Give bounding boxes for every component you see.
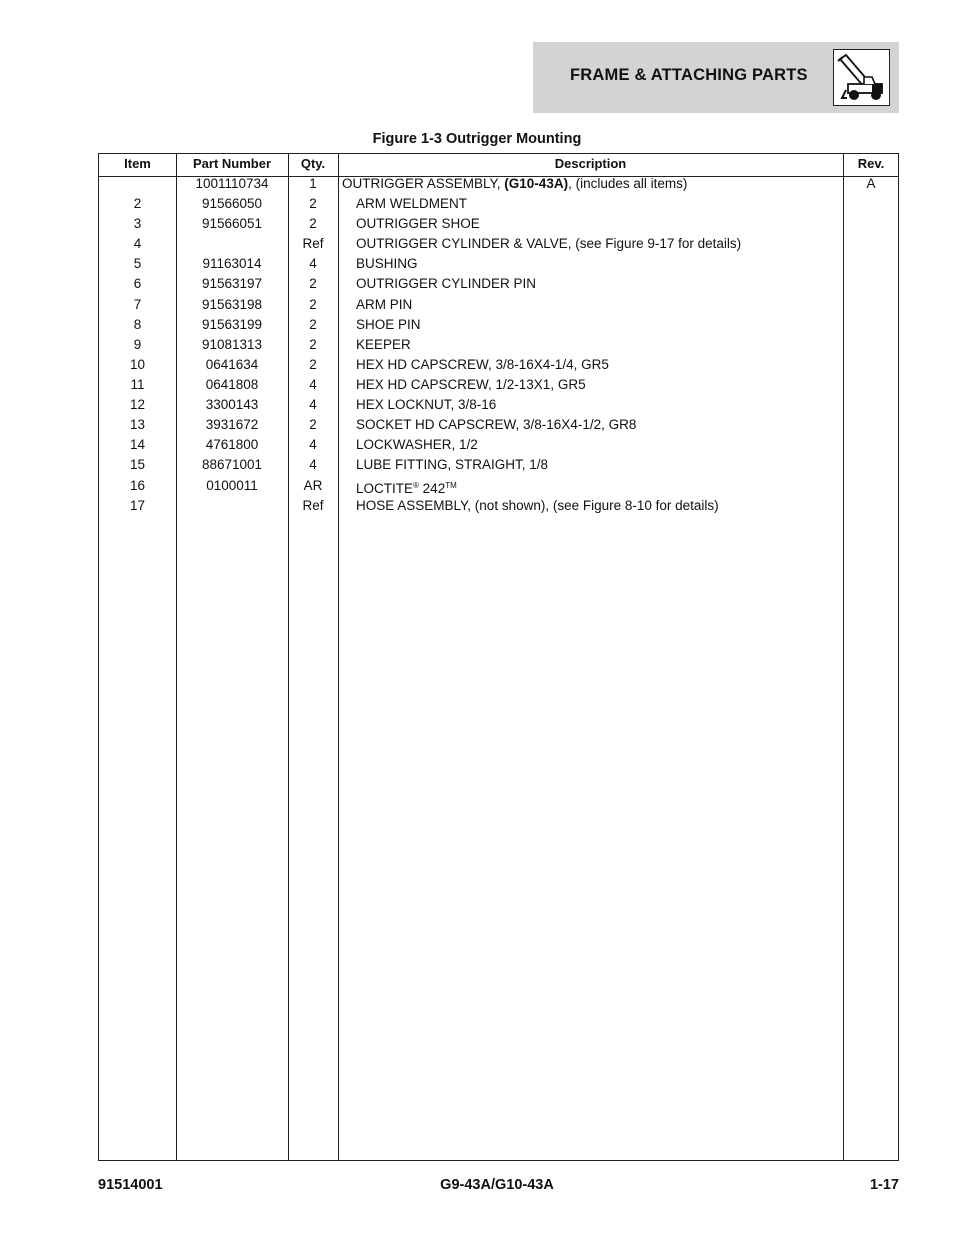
part-number: 3931672 <box>205 417 259 432</box>
footer-model: G9-43A/G10-43A <box>440 1177 554 1193</box>
description: OUTRIGGER ASSEMBLY, (G10-43A), (includes all items) <box>342 176 688 191</box>
table-row <box>99 214 900 234</box>
description: SOCKET HD CAPSCREW, 3/8-16X4-1/2, GR8 <box>356 417 637 432</box>
table-row <box>99 435 900 455</box>
description: LOCKWASHER, 1/2 <box>356 437 478 452</box>
table-row <box>99 254 900 274</box>
table-row <box>99 295 900 315</box>
column-header-qty: Qty. <box>300 156 326 171</box>
description: SHOE PIN <box>356 317 421 332</box>
description: HEX LOCKNUT, 3/8-16 <box>356 397 497 412</box>
item-number: 2 <box>133 196 142 211</box>
item-number: 6 <box>133 276 142 291</box>
table-row <box>99 496 900 516</box>
item-number: 13 <box>129 417 146 432</box>
quantity: 2 <box>309 196 317 211</box>
quantity: 2 <box>309 216 317 231</box>
description: OUTRIGGER SHOE <box>356 216 480 231</box>
quantity: 2 <box>309 337 317 352</box>
item-number: 14 <box>129 437 146 452</box>
part-number: 1001110734 <box>195 176 269 191</box>
table-row <box>99 315 900 335</box>
item-number: 5 <box>133 256 142 271</box>
table-row <box>99 355 900 375</box>
table-row <box>99 455 900 475</box>
table-row <box>99 375 900 395</box>
part-number: 91563197 <box>201 276 263 291</box>
table-row <box>99 174 900 194</box>
item-number: 16 <box>129 478 146 493</box>
quantity: AR <box>303 478 323 493</box>
quantity: 4 <box>309 256 317 271</box>
quantity: Ref <box>302 498 324 513</box>
part-number: 0100011 <box>206 478 258 493</box>
column-header-description: Description <box>554 156 627 171</box>
part-number: 91081313 <box>201 337 263 352</box>
quantity: 4 <box>309 397 317 412</box>
quantity: 4 <box>309 437 317 452</box>
quantity: 4 <box>309 457 317 472</box>
column-header-item: Item <box>124 156 151 171</box>
table-row <box>99 194 900 214</box>
quantity: 1 <box>309 176 317 191</box>
quantity: 2 <box>309 276 317 291</box>
item-number: 11 <box>130 377 145 392</box>
description: ARM PIN <box>356 297 413 312</box>
part-number: 91563199 <box>201 317 263 332</box>
description: KEEPER <box>356 337 411 352</box>
parts-table <box>98 153 899 1161</box>
item-number: 9 <box>133 337 142 352</box>
description: HEX HD CAPSCREW, 3/8-16X4-1/4, GR5 <box>356 357 609 372</box>
description: LOCTITE® 242™ <box>356 481 457 496</box>
quantity: 2 <box>309 297 317 312</box>
part-number: 88671001 <box>201 457 263 472</box>
column-header-part-number: Part Number <box>192 156 272 171</box>
item-number: 10 <box>129 357 146 372</box>
item-number: 4 <box>133 236 142 251</box>
table-row <box>99 415 900 435</box>
item-number: 15 <box>129 457 146 472</box>
part-number: 91163014 <box>202 256 262 271</box>
description: LUBE FITTING, STRAIGHT, 1/8 <box>356 457 549 472</box>
description: ARM WELDMENT <box>356 196 467 211</box>
description: HOSE ASSEMBLY, (not shown), (see Figure 8-10 for details) <box>356 498 719 513</box>
figure-title: Figure 1-3 Outrigger Mounting <box>372 131 582 147</box>
part-number: 4761800 <box>205 437 259 452</box>
table-row <box>99 395 900 415</box>
part-number: 91566050 <box>201 196 263 211</box>
description: HEX HD CAPSCREW, 1/2-13X1, GR5 <box>356 377 586 392</box>
description: BUSHING <box>356 256 418 271</box>
item-number: 7 <box>133 297 142 312</box>
part-number: 0641808 <box>205 377 259 392</box>
description: OUTRIGGER CYLINDER PIN <box>356 276 537 291</box>
part-number: 3300143 <box>205 397 259 412</box>
quantity: 2 <box>309 417 317 432</box>
description: OUTRIGGER CYLINDER & VALVE, (see Figure 9-17 for details) <box>356 236 742 251</box>
item-number: 3 <box>133 216 142 231</box>
part-number: 91566051 <box>201 216 263 231</box>
table-row <box>99 234 900 254</box>
column-header-rev: Rev. <box>857 156 885 171</box>
revision: A <box>866 176 876 191</box>
section-header <box>533 42 899 113</box>
quantity: 2 <box>309 357 317 372</box>
item-number: 8 <box>133 317 142 332</box>
table-row <box>99 335 900 355</box>
item-number: 17 <box>129 498 146 513</box>
quantity: 2 <box>309 317 317 332</box>
part-number: 0641634 <box>205 357 259 372</box>
quantity: Ref <box>302 236 324 251</box>
item-number: 12 <box>129 397 146 412</box>
table-row <box>99 476 900 496</box>
footer-doc-number: 91514001 <box>98 1177 163 1193</box>
footer-page-number: 1-17 <box>869 1177 899 1193</box>
part-number: 91563198 <box>201 297 263 312</box>
quantity: 4 <box>309 377 317 392</box>
table-row <box>99 274 900 294</box>
telehandler-icon <box>833 49 890 106</box>
section-title: FRAME & ATTACHING PARTS <box>570 66 808 84</box>
